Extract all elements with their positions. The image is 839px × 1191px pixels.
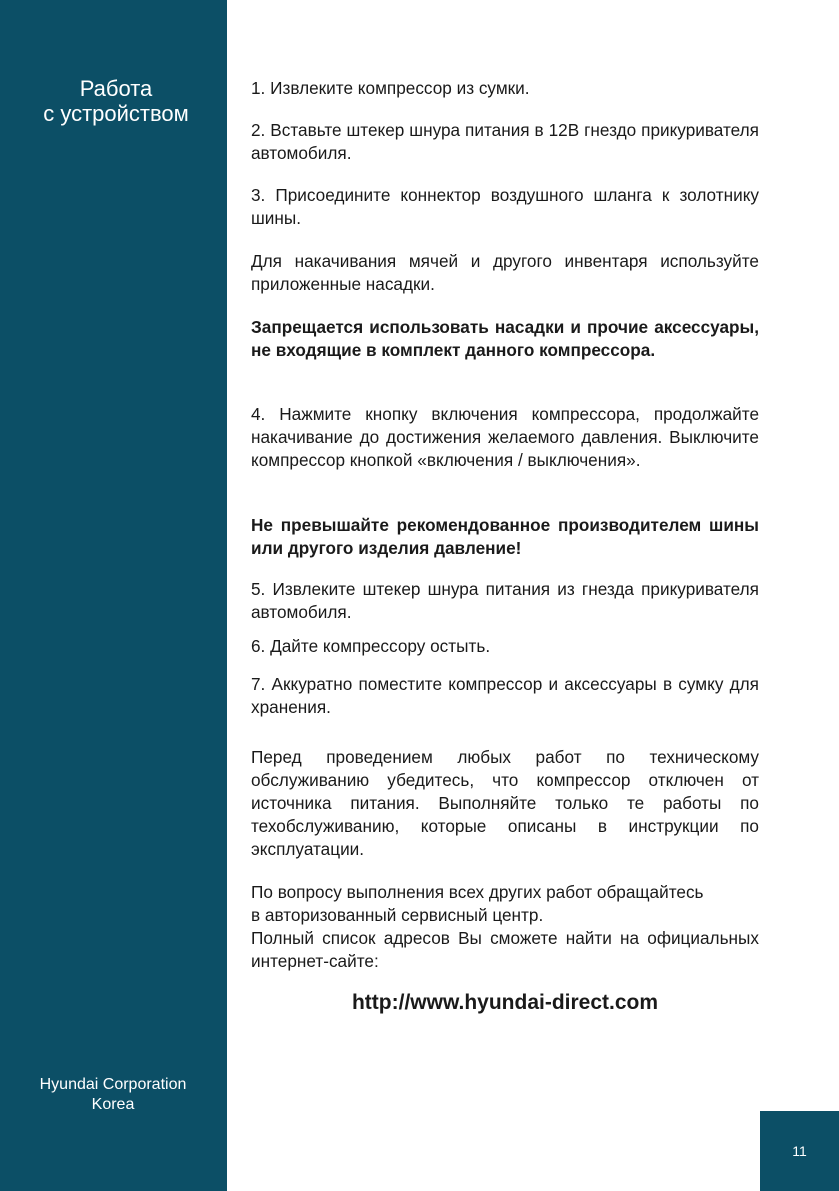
section-title-line1: Работа bbox=[79, 76, 153, 101]
company-line2: Korea bbox=[91, 1096, 135, 1113]
section-title-line2: с устройством bbox=[43, 101, 189, 126]
maintenance-note: Перед проведением любых работ по техническому обслуживанию убедитесь, что компрессор отключен от источника питания. Выполняйте только те работы по техобслуживанию, которые описаны в инструкции по эксплуатации. bbox=[251, 747, 759, 859]
service-line-1: По вопросу выполнения всех других работ обращайтесь bbox=[251, 882, 704, 902]
company-line1: Hyundai Corporation bbox=[39, 1076, 187, 1093]
website-link[interactable]: http://www.hyundai-direct.com bbox=[351, 991, 659, 1014]
step-3: 3. Присоедините коннектор воздушного шланга к золотнику шины. bbox=[251, 185, 759, 228]
accessory-warning: Запрещается использовать насадки и прочие аксессуары, не входящие в комплект данного компрессора. bbox=[251, 317, 759, 360]
sidebar bbox=[0, 0, 227, 1191]
section-title bbox=[0, 76, 232, 126]
pressure-warning: Не превышайте рекомендованное производителем шины или другого изделия давление! bbox=[251, 515, 759, 558]
inflate-note: Для накачивания мячей и другого инвентаря используйте приложенные насадки. bbox=[251, 251, 759, 294]
service-line-3: Полный список адресов Вы сможете найти на официальных интернет-сайте: bbox=[251, 928, 759, 971]
step-5: 5. Извлеките штекер шнура питания из гнезда прикуривателя автомобиля. bbox=[251, 579, 759, 622]
step-2: 2. Вставьте штекер шнура питания в 12В гнездо прикуривателя автомобиля. bbox=[251, 120, 759, 163]
step-1: 1. Извлеките компрессор из сумки. bbox=[251, 78, 530, 98]
service-line-2: в авторизованный сервисный центр. bbox=[251, 905, 544, 925]
company-name bbox=[0, 1075, 226, 1115]
step-7: 7. Аккуратно поместите компрессор и аксессуары в сумку для хранения. bbox=[251, 674, 759, 717]
page-number: 11 bbox=[760, 1111, 839, 1191]
step-6: 6. Дайте компрессору остыть. bbox=[251, 636, 491, 656]
step-4: 4. Нажмите кнопку включения компрессора, продолжайте накачивание до достижения желаемого давления. Выключите компрессор кнопкой «включения / выключения». bbox=[251, 404, 759, 470]
